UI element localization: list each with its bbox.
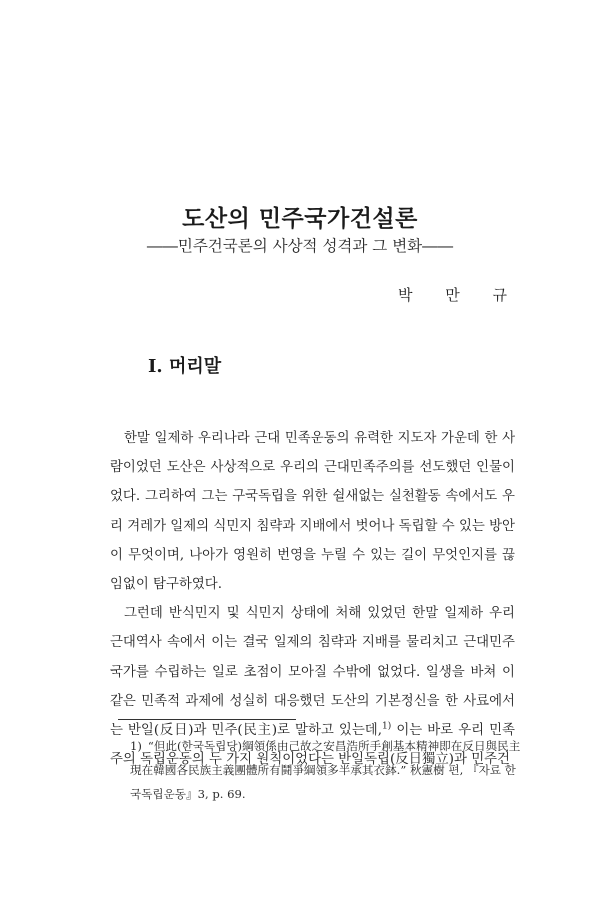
article-title: 도산의 민주국가건설론: [182, 206, 418, 232]
footnote-marker: 1): [130, 739, 142, 753]
paragraph-2-text-b: 이는 바로 우리 민족주의 독립운동의 두 가지 원칙이었다는 반일독립(反日獨立)과 민주건: [110, 723, 515, 768]
section-heading: I. 머리말: [148, 356, 222, 377]
author-name: 박 만 규: [398, 286, 522, 304]
footnote-reference[interactable]: 1): [382, 721, 392, 732]
paragraph-2-text-a: 그런데 반식민지 및 식민지 상태에 처해 있었던 한말 일제하 우리 근대역사 속에서 이는 결국 일제의 침략과 지배를 물리치고 근대민주국가를 수립하는 일로 초점이 모아질 수밖에 없었다. 일생을 바쳐 이 같은 민족적 과제에 성실히 대응했던 도산의 기본정신을 한 사료에서는 반일(反日)과 민주(民主)로 말하고 있는데,: [110, 606, 515, 739]
article-subtitle: ――민주건국론의 사상적 성격과 그 변화――: [146, 237, 454, 255]
paragraph-1: 한말 일제하 우리나라 근대 민족운동의 유력한 지도자 가운데 한 사람이었던 도산은 사상적으로 우리의 근대민족주의를 선도했던 인물이었다. 그리하여 그는 구국독립을 위한 쉴새없는 실천활동 속에서도 우리 겨레가 일제의 식민지 침략과 지배에서 벗어나 독립할 수 있는 방안이 무엇이며, 나아가 영원히 번영을 누릴 수 있는 길이 무엇인지를 끊임없이 탐구하였다.: [110, 431, 515, 593]
footnote-divider: [118, 719, 296, 720]
footnote-text: “但此(한국독립당)綱領係由己故之安昌浩所手創基本精神即在反日與民主現在韓國各民族主義團體所有鬪爭綱領多半承其衣鉢.” 秋憲樹 편, 『자료 한국독립운동』3, p. 69.: [130, 739, 521, 801]
footnote: [130, 734, 526, 806]
body-text: [110, 424, 515, 774]
